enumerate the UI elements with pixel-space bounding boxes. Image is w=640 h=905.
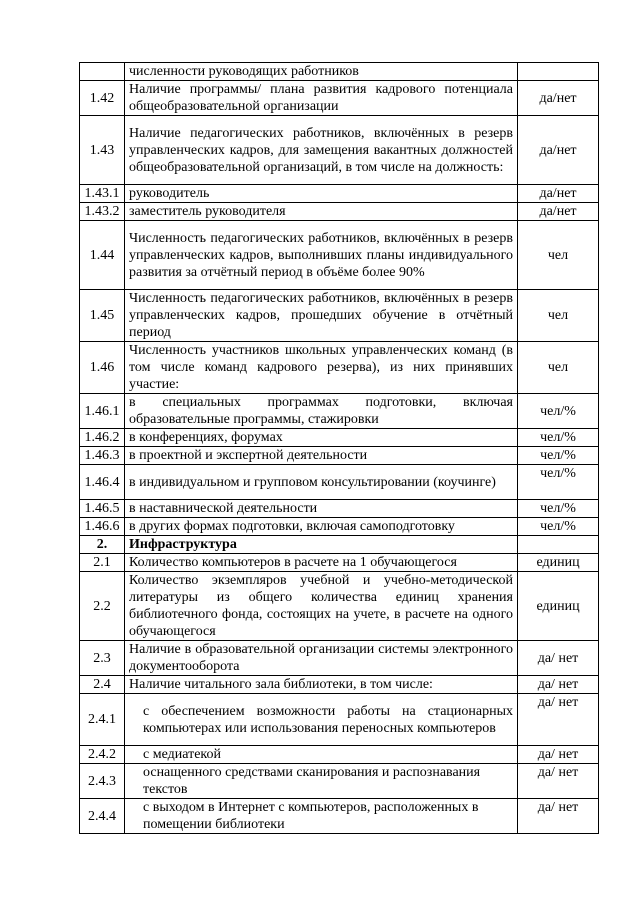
- table-row: [80, 641, 599, 676]
- row-number: [80, 63, 125, 81]
- row-unit: да/нет: [518, 203, 599, 221]
- row-text: в наставнической деятельности: [125, 500, 518, 518]
- row-text: Количество компьютеров в расчете на 1 обучающегося: [125, 554, 518, 572]
- table-row: [80, 572, 599, 641]
- row-unit: да/нет: [518, 185, 599, 203]
- row-unit: да/ нет: [518, 746, 599, 764]
- table-row: [80, 799, 599, 834]
- row-unit: чел/%: [518, 518, 599, 536]
- section-header-row: [80, 536, 599, 554]
- row-number: 2.4.2: [80, 746, 125, 764]
- row-number: 2.4: [80, 676, 125, 694]
- row-number: 1.43: [80, 116, 125, 185]
- section-title: Инфраструктура: [125, 536, 518, 554]
- table-row: [80, 342, 599, 394]
- row-text: в других формах подготовки, включая самоподготовку: [125, 518, 518, 536]
- row-unit: единиц: [518, 554, 599, 572]
- row-number: 2.3: [80, 641, 125, 676]
- row-text: Численность педагогических работников, включённых в резерв управленческих кадров, прошедших обучение в отчётный период: [125, 290, 518, 342]
- row-number: 1.46.1: [80, 394, 125, 429]
- table-row: [80, 185, 599, 203]
- row-text: заместитель руководителя: [125, 203, 518, 221]
- row-number: 2.4.4: [80, 799, 125, 834]
- row-number: 2.1: [80, 554, 125, 572]
- row-unit: чел: [518, 342, 599, 394]
- row-unit: [518, 536, 599, 554]
- row-text: численности руководящих работников: [125, 63, 518, 81]
- row-unit: чел/%: [518, 500, 599, 518]
- row-text: с выходом в Интернет с компьютеров, расположенных в помещении библиотеки: [125, 799, 518, 834]
- row-number: 1.46: [80, 342, 125, 394]
- row-number: 2.4.3: [80, 764, 125, 799]
- row-text: руководитель: [125, 185, 518, 203]
- table-row: [80, 764, 599, 799]
- table-row: [80, 465, 599, 500]
- row-text: Численность участников школьных управленческих команд (в том числе команд кадрового резерва), из них принявших участие:: [125, 342, 518, 394]
- row-text: Наличие читального зала библиотеки, в том числе:: [125, 676, 518, 694]
- row-number: 1.45: [80, 290, 125, 342]
- row-text: оснащенного средствами сканирования и распознавания текстов: [125, 764, 518, 799]
- table-row: [80, 676, 599, 694]
- table-row: [80, 81, 599, 116]
- row-number: 1.42: [80, 81, 125, 116]
- row-unit: чел: [518, 290, 599, 342]
- row-unit: да/ нет: [518, 676, 599, 694]
- row-text: с обеспечением возможности работы на стационарных компьютерах или использования переносных компьютеров: [125, 694, 518, 746]
- row-number: 1.46.3: [80, 447, 125, 465]
- table-row: [80, 203, 599, 221]
- document-page: [79, 62, 599, 834]
- row-unit: да/ нет: [518, 799, 599, 834]
- row-number: 2.2: [80, 572, 125, 641]
- table-row: [80, 429, 599, 447]
- row-number: 1.46.6: [80, 518, 125, 536]
- row-unit: да/ нет: [518, 694, 599, 746]
- table-row: [80, 290, 599, 342]
- row-number: 1.46.4: [80, 465, 125, 500]
- table-row: [80, 746, 599, 764]
- row-text: Численность педагогических работников, включённых в резерв управленческих кадров, выполнивших планы индивидуального развития за отчётный период в объёме более 90%: [125, 221, 518, 290]
- row-unit: чел: [518, 221, 599, 290]
- indicators-table: [79, 62, 599, 834]
- row-number: 1.43.2: [80, 203, 125, 221]
- table-row: [80, 63, 599, 81]
- row-number: 1.46.5: [80, 500, 125, 518]
- row-text: Наличие программы/ плана развития кадрового потенциала общеобразовательной организации: [125, 81, 518, 116]
- row-text: Наличие в образовательной организации системы электронного документооборота: [125, 641, 518, 676]
- row-text: Количество экземпляров учебной и учебно-методической литературы из общего количества единиц хранения библиотечного фонда, состоящих на учете, в расчете на одного обучающегося: [125, 572, 518, 641]
- row-number: 1.44: [80, 221, 125, 290]
- table-row: [80, 500, 599, 518]
- row-unit: единиц: [518, 572, 599, 641]
- row-unit: да/ нет: [518, 641, 599, 676]
- row-number: 1.43.1: [80, 185, 125, 203]
- row-text: в специальных программах подготовки, включая образовательные программы, стажировки: [125, 394, 518, 429]
- row-text: с медиатекой: [125, 746, 518, 764]
- table-row: [80, 518, 599, 536]
- row-text: в конференциях, форумах: [125, 429, 518, 447]
- table-row: [80, 116, 599, 185]
- table-row: [80, 694, 599, 746]
- table-row: [80, 221, 599, 290]
- row-text: Наличие педагогических работников, включённых в резерв управленческих кадров, для замещения вакантных должностей общеобразовательной организаций, в том числе на должность:: [125, 116, 518, 185]
- row-unit: чел/%: [518, 394, 599, 429]
- table-row: [80, 554, 599, 572]
- row-unit: да/нет: [518, 81, 599, 116]
- row-text: в проектной и экспертной деятельности: [125, 447, 518, 465]
- table-row: [80, 394, 599, 429]
- row-unit: да/ нет: [518, 764, 599, 799]
- row-unit: чел/%: [518, 447, 599, 465]
- section-number: 2.: [80, 536, 125, 554]
- row-unit: чел/%: [518, 429, 599, 447]
- row-unit: да/нет: [518, 116, 599, 185]
- row-unit: [518, 63, 599, 81]
- table-row: [80, 447, 599, 465]
- row-number: 1.46.2: [80, 429, 125, 447]
- row-text: в индивидуальном и групповом консультировании (коучинге): [125, 465, 518, 500]
- row-unit: чел/%: [518, 465, 599, 500]
- row-number: 2.4.1: [80, 694, 125, 746]
